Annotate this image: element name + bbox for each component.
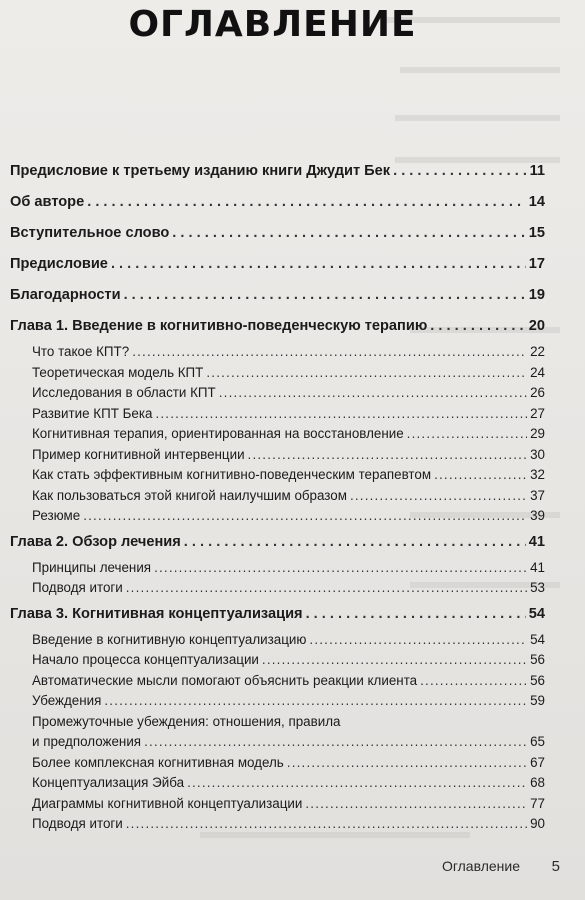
- toc-section-entry[interactable]: [10, 465, 545, 486]
- dot-leader: [155, 404, 527, 425]
- toc-section-entry[interactable]: [10, 712, 545, 753]
- toc-entry-continuation: [32, 732, 545, 753]
- dot-leader: [144, 732, 527, 753]
- toc-entry-label: Подводя итоги: [32, 580, 123, 595]
- dot-leader: [126, 578, 527, 599]
- toc-entry-label: Глава 2. Обзор лечения: [10, 533, 181, 550]
- toc-page-number: 41: [528, 533, 545, 550]
- dot-leader: [184, 527, 526, 558]
- toc-section-entry[interactable]: [10, 363, 545, 384]
- toc-section-entry[interactable]: [10, 342, 545, 363]
- toc-entry-label: Промежуточные убеждения: отношения, правила: [32, 713, 341, 729]
- toc-entry-label: Автоматические мысли помогают объяснить реакции клиента: [32, 672, 418, 688]
- toc-entry-label: Предисловие: [10, 256, 108, 272]
- toc-section-entry[interactable]: [10, 671, 545, 692]
- dot-leader: [154, 558, 527, 579]
- dot-leader: [206, 363, 527, 384]
- toc-entry[interactable]: [10, 249, 545, 280]
- toc-entry-label: Начало процесса концептуализации: [32, 652, 259, 667]
- toc-entry-label: Пример когнитивной интервенции: [32, 446, 245, 462]
- dot-leader: [420, 671, 527, 692]
- toc-section-entry[interactable]: [10, 445, 545, 466]
- dot-leader: [434, 465, 527, 486]
- toc-entry[interactable]: [10, 156, 545, 187]
- dot-leader: [111, 249, 526, 280]
- toc-page-number: 29: [530, 426, 545, 441]
- toc-entry-label: Развитие КПТ Бека: [32, 405, 153, 421]
- toc-section-entry[interactable]: [10, 753, 545, 774]
- dot-leader: [306, 599, 526, 630]
- toc-entry-label: Резюме: [32, 508, 81, 523]
- dot-leader: [87, 187, 526, 218]
- table-of-contents: [10, 156, 545, 835]
- running-title: Оглавление: [441, 858, 520, 874]
- toc-page-number: 39: [530, 508, 545, 523]
- toc-page-number: 65: [530, 734, 545, 749]
- toc-entry-label: Предисловие к третьему изданию книги Джудит Бек: [10, 163, 391, 179]
- toc-entry[interactable]: [10, 187, 545, 218]
- toc-entry-label: Концептуализация Эйба: [32, 775, 185, 790]
- toc-page-number: 14: [528, 194, 545, 210]
- dot-leader: [407, 424, 527, 445]
- toc-page-number: 22: [530, 344, 545, 359]
- toc-section-entry[interactable]: [10, 630, 545, 651]
- toc-page-number: 53: [530, 580, 545, 595]
- toc-entry-label: Как стать эффективным когнитивно-поведенческим терапевтом: [32, 467, 432, 482]
- toc-page-number: 56: [530, 672, 545, 688]
- toc-section-entry[interactable]: [10, 424, 545, 445]
- dot-leader: [219, 383, 527, 404]
- toc-page-number: 77: [530, 795, 545, 811]
- toc-section-entry[interactable]: [10, 794, 545, 815]
- toc-entry-label: Убеждения: [32, 693, 102, 708]
- toc-page-number: 37: [530, 487, 545, 503]
- toc-entry-label: Теоретическая модель КПТ: [32, 364, 204, 380]
- toc-entry-label: Диаграммы когнитивной концептуализации: [32, 795, 303, 811]
- toc-section-entry[interactable]: [10, 558, 545, 579]
- toc-entry-label: Принципы лечения: [32, 559, 152, 575]
- toc-page-number: 20: [528, 318, 545, 334]
- toc-entry-label: Вступительное слово: [10, 225, 170, 241]
- toc-page-number: 27: [530, 405, 545, 421]
- toc-section-entry[interactable]: [10, 691, 545, 712]
- toc-entry-label: Глава 1. Введение в когнитивно-поведенческую терапию: [10, 318, 428, 334]
- toc-entry-label: Что такое КПТ?: [32, 344, 130, 359]
- toc-section-entry[interactable]: [10, 773, 545, 794]
- toc-entry-label: Глава 3. Когнитивная концептуализация: [10, 605, 303, 622]
- dot-leader: [430, 311, 525, 342]
- toc-entry[interactable]: [10, 280, 545, 311]
- toc-page-number: 30: [530, 446, 545, 462]
- toc-entry-label: Более комплексная когнитивная модель: [32, 754, 284, 770]
- dot-leader: [126, 814, 527, 835]
- toc-page-number: 56: [530, 652, 545, 667]
- toc-page-number: 54: [530, 631, 545, 647]
- toc-page-number: 17: [528, 256, 545, 272]
- toc-section-entry[interactable]: [10, 506, 545, 527]
- toc-section-entry[interactable]: [10, 383, 545, 404]
- toc-page-number: 15: [528, 225, 545, 241]
- toc-section-entry[interactable]: [10, 404, 545, 425]
- dot-leader: [132, 342, 527, 363]
- toc-page-number: 41: [530, 559, 545, 575]
- dot-leader: [350, 486, 527, 507]
- toc-page-number: 54: [528, 605, 545, 622]
- toc-section-entry[interactable]: [10, 578, 545, 599]
- toc-page-number: 24: [530, 364, 545, 380]
- toc-page-number: 19: [528, 287, 545, 303]
- page-title: ОГЛАВЛЕНИЕ: [128, 4, 417, 45]
- dot-leader: [83, 506, 527, 527]
- toc-page-number: 11: [529, 163, 545, 179]
- toc-entry-label: Благодарности: [10, 287, 121, 303]
- toc-page-number: 26: [530, 385, 545, 400]
- toc-page-number: 67: [530, 754, 545, 770]
- toc-section-entry[interactable]: [10, 486, 545, 507]
- dot-leader: [305, 794, 527, 815]
- toc-entry-label: Когнитивная терапия, ориентированная на восстановление: [32, 426, 404, 441]
- toc-entry-label: Подводя итоги: [32, 816, 123, 831]
- toc-section-entry[interactable]: [10, 814, 545, 835]
- toc-entry-label: Как пользоваться этой книгой наилучшим образом: [32, 487, 347, 503]
- toc-chapter-entry[interactable]: [10, 599, 545, 630]
- toc-page-number: 59: [530, 693, 545, 708]
- dot-leader: [287, 753, 527, 774]
- dot-leader: [124, 280, 526, 311]
- toc-entry-label-cont: и предположения: [32, 734, 142, 749]
- toc-section-entry[interactable]: [10, 650, 545, 671]
- dot-leader: [104, 691, 527, 712]
- toc-entry-label: Исследования в области КПТ: [32, 385, 216, 400]
- toc-entry-label: Введение в когнитивную концептуализацию: [32, 631, 307, 647]
- page-footer: [0, 858, 560, 880]
- toc-chapter-entry[interactable]: [10, 527, 545, 558]
- toc-entry-label: Об авторе: [10, 194, 85, 210]
- dot-leader: [262, 650, 527, 671]
- toc-page-number: 68: [530, 775, 545, 790]
- dot-leader: [187, 773, 527, 794]
- dot-leader: [393, 156, 526, 187]
- toc-page-number: 32: [530, 467, 545, 482]
- page-number: 5: [551, 858, 560, 875]
- toc-page-number: 90: [530, 816, 545, 831]
- toc-chapter-entry[interactable]: [10, 311, 545, 342]
- dot-leader: [172, 218, 525, 249]
- dot-leader: [248, 445, 528, 466]
- toc-entry[interactable]: [10, 218, 545, 249]
- dot-leader: [309, 630, 527, 651]
